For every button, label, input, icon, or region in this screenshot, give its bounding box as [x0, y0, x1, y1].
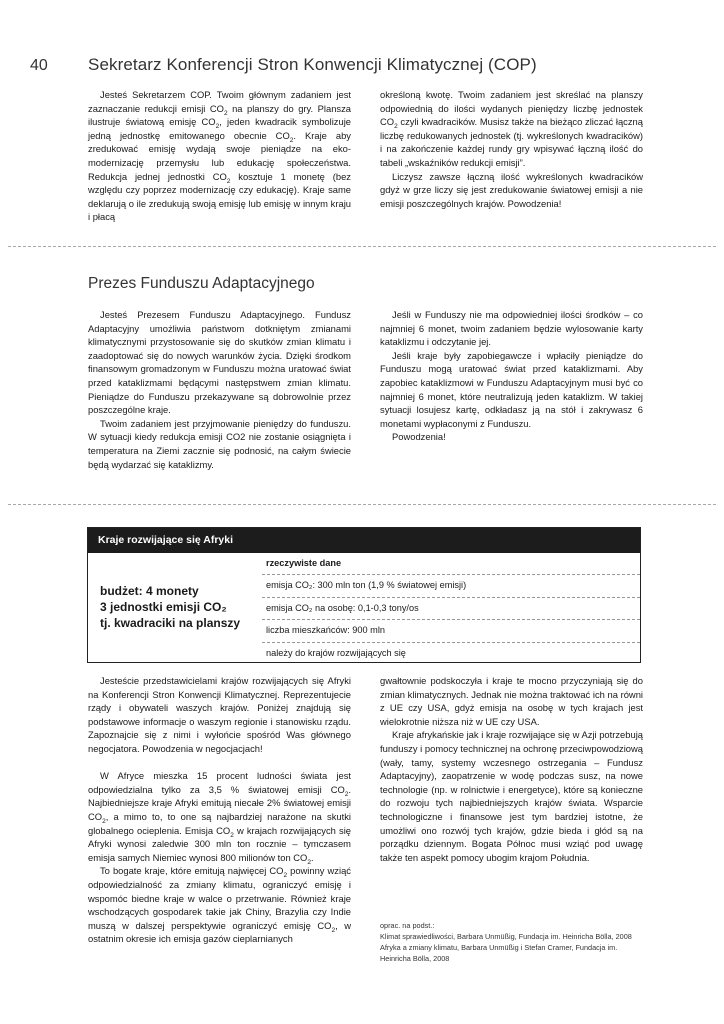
section-title-fund: Prezes Funduszu Adaptacyjnego — [88, 275, 315, 292]
budget-line: tj. kwadraciki na planszy — [100, 616, 241, 630]
country-card — [87, 527, 641, 663]
budget-line: budżet: 4 monety — [100, 584, 199, 598]
cop-text-left: Jesteś Sekretarzem COP. Twoim głównym zadaniem jest zaznaczanie redukcji emisji $CO_2$ na planszy do gry. Plansza ilustruje światową emisję $CO_2$, jeden kwadracik symbolizuje jedną jednostkę emitowanego obecnie $CO_2$. Kraje aby zredukować emisję wydają swoje pieniądze na eko-modernizację przemysłu lub edukację społeczeństwa. Redukcja jednej jednostki $CO_2$ kosztuje 1 monetę (bez względu czy poprzez modernizację czy edukację). Kraje same deklarują o ile zredukują swoją emisję lub emisję w innym kraju i płacą — [88, 89, 352, 223]
fact-row: należy do krajów rozwijających się — [266, 647, 406, 658]
fact-row: liczba mieszkańców: 900 mln — [262, 620, 640, 642]
section-title-cop: Sekretarz Konferencji Stron Konwencji Klimatycznej (COP) — [88, 55, 537, 74]
africa-text-left: Jesteście przedstawicielami krajów rozwijających się Afryki na Konferencji Stron Konwencji Klimatycznej. Reprezentujecie rządy i obywateli waszych krajów. Poniżej znajdują się podstawowe informacje o waszym regionie i stanowisku rządu. Zapoznajcie się z nimi i wyłońcie spośród Was głównego negocjatora. Powodzenia w negocjacjach! W Afryce mieszka 15 procent ludności świata jest odpowiedzialna tylko za 3,5 % światowej emisji $CO_2$. Najbiedniejsze kraje Afryki emitują niecałe 2% światowej emisji $CO_2$, a mimo to, to one są najbardziej narażone na skutki globalnego ocieplenia. Emisja $CO_2$ w krajach rozwijających się Afryki wynosi zaledwie 300 mln ton rocznie – tymczasem emisja samych Niemiec wynosi 800 milionów ton $CO_2$. To bogate kraje, które emitują najwięcej $CO_2$ powinny wziąć odpowiedzialność za zmiany klimatu, ograniczyć emisję i wspomóc biedne kraje w walce o przetrwanie. Również kraje wschodzących gospodarek takie jak Chiny, Brazylia czy Indie muszą w dalszej perspektywie ograniczyć emisję $CO_2$, w ostatnim okresie ich emisja gazów cieplarnianych — [88, 675, 352, 945]
divider — [8, 504, 716, 505]
fact-row: emisja CO₂: 300 mln ton (1,9 % światowej emisji) — [262, 575, 640, 597]
cop-text-right: określoną kwotę. Twoim zadaniem jest skreślać na planszy odpowiednią do ilości wydanych pieniędzy liczbę jednostek $CO_2$ czyli kwadracików. Musisz także na bieżąco zliczać łączną liczbę redukowanych jednostek (tj. wykreślonych kwadracików) i na zakończenie każdej rundy gry wpisywać łączną ilość do tabeli „wskaźników redukcji emisji”. Liczysz zawsze łączną ilość wykreślonych kwadracików gdyż w grze liczy się jest zredukowanie światowej emisji a nie emisji poszczególnych krajów. Powodzenia! — [380, 89, 643, 209]
page-number: 40 — [30, 57, 48, 74]
card-title: Kraje rozwijające się Afryki — [88, 528, 640, 553]
card-budget — [100, 583, 240, 631]
source-line: Heinricha Bölla, 2008 — [380, 954, 450, 963]
fact-row: emisja CO₂ na osobę: 0,1-0,3 tony/os — [262, 598, 640, 620]
card-facts — [262, 553, 640, 664]
fact-row: rzeczywiste dane — [262, 553, 640, 575]
sources — [380, 920, 632, 964]
africa-text-right: gwałtownie podskoczyła i kraje te mocno przyczyniają się do zmian klimatycznych. Jednak nie można traktować ich na równi z UE czy USA, gdyż emisja na osobę w tych krajach jest wielokrotnie niższa niż w UE czy USA. Kraje afrykańskie jak i kraje rozwijające się w Azji potrzebują funduszy i pomocy technicznej na ochronę przeciwpowodziową (wały, tamy, systemy wczesnego ostrzegania – Fundusz Adaptacyjny), zaopatrzenie w wodę podczas susz, na nowe technologie (np. w rolnictwie i energetyce), które są konieczne do rozwoju tych najbiedniejszych krajów świata. Wsparcie technologiczne i finansowe jest tym bardziej istotne, że umożliwi ono rozwój tych krajów, gdzie bieda i głód są na porządku dziennym. Bogata Północ musi wziąć pod uwagę także ten aspekt pomocy ubogim krajom Południa. — [380, 675, 643, 863]
source-line: Klimat sprawiedliwości, Barbara Unmüßig, Fundacja im. Heinricha Bölla, 2008 — [380, 932, 632, 941]
divider — [8, 246, 716, 247]
fund-text-right: Jeśli w Funduszy nie ma odpowiedniej ilości środków – co najmniej 6 monet, twoim zadaniem będzie wylosowanie karty kataklizmu i odczytanie jej. Jeśli kraje były zapobiegawcze i wpłaciły pieniądze do Funduszu mogą uratować świat przed kataklizmami. Aby zapobiec kataklizmowi w Funduszu Adaptacyjnym musi być co najmniej 6 monet, które neutralizują jeden kataklizm. W takiej sytuacji losujesz kartę, odkładasz ją na stół i zakrywasz 6 monetami wypłaconymi z Funduszu. Powodzenia! — [380, 309, 643, 443]
source-line: oprac. na podst.: — [380, 921, 435, 930]
fund-text-left: Jesteś Prezesem Funduszu Adaptacyjnego. Fundusz Adaptacyjny umożliwia państwom dotkniętym zmianami klimatycznymi przystosowanie się do skutków zmian klimatu i zaadoptować się do nowych warunków życia. Dzięki środkom finansowym gromadzonym w Funduszu można uratować świat przed kataklizmami będącymi następstwem zmian klimatu. Pieniądze do Funduszu przekazywane są dobrowolnie przez poszczególne kraje. Twoim zadaniem jest przyjmowanie pieniędzy do funduszu. W sytuacji kiedy redukcja emisji CO2 nie zostanie osiągnięta i temperatura na Ziemi zacznie się podnosić, na całym świecie będą wydarzać się kataklizmy. — [88, 309, 351, 470]
budget-line: 3 jednostki emisji CO₂ — [100, 600, 227, 614]
source-line: Afryka a zmiany klimatu, Barbara Unmüßig i Stefan Cramer, Fundacja im. — [380, 943, 618, 952]
